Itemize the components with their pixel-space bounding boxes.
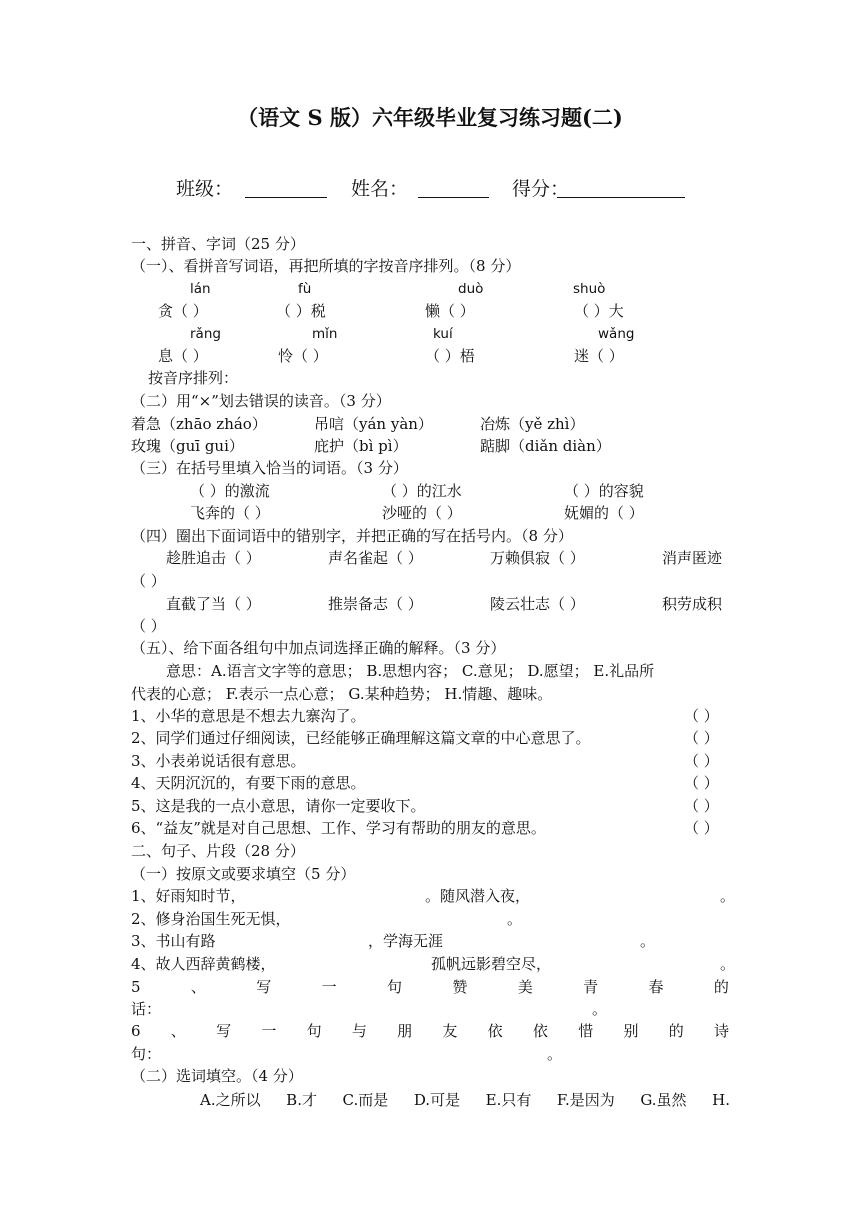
answer-bracket[interactable]: （ ） xyxy=(684,797,719,815)
phrase-blank[interactable]: 飞奔的（ ） xyxy=(190,504,270,522)
q3-heading: （三）在括号里填入恰当的词语。（3 分） xyxy=(131,459,408,477)
typo-item[interactable]: 陵云壮志（ ） xyxy=(490,595,585,613)
score-blank[interactable] xyxy=(557,197,685,198)
option: A.之所以 xyxy=(200,1091,261,1109)
poem-line: 3、书山有路 xyxy=(131,932,216,950)
pronunciation-item[interactable]: 庇护（bì pì） xyxy=(314,437,408,455)
q4-heading: （四）圈出下面词语中的错别字，并把正确的写在括号内。（8 分） xyxy=(131,527,573,545)
pronunciation-item[interactable]: 吊唁（yán yàn） xyxy=(314,415,433,433)
phrase-blank[interactable]: 沙哑的（ ） xyxy=(382,504,462,522)
answer-bracket[interactable]: （ ） xyxy=(684,819,719,837)
justified-prompt-6: 6 、 写 一 句 与 朋 友 依 依 惜 别 的 诗 xyxy=(131,1022,729,1040)
definition-line: 代表的心意； F.表示一点心意； G.某种趋势； H.情趣、趣味。 xyxy=(131,685,553,703)
word-blank[interactable]: 懒（ ） xyxy=(425,302,475,320)
pinyin: fù xyxy=(298,281,312,297)
typo-item-bracket[interactable]: （ ） xyxy=(131,572,166,590)
poem-line: 1、好雨知时节， xyxy=(131,887,246,905)
prompt-continuation: 话： xyxy=(131,1000,162,1018)
option: H. xyxy=(712,1091,730,1109)
pinyin: duò xyxy=(458,281,484,297)
s2-q2-heading: （二）选词填空。（4 分） xyxy=(131,1067,303,1085)
typo-item[interactable]: 直截了当（ ） xyxy=(166,595,261,613)
justified-prompt-5: 5 、 写 一 句 赞 美 青 春 的 xyxy=(131,978,729,996)
poem-line-end: 。 xyxy=(640,932,656,950)
poem-line: 2、修身治国生死无惧， xyxy=(131,910,291,928)
class-blank[interactable] xyxy=(245,197,327,198)
section-2-heading: 二、句子、片段（28 分） xyxy=(131,842,305,860)
prompt-end: 。 xyxy=(592,1000,608,1018)
option: G.虽然 xyxy=(640,1091,687,1109)
page-title: （语文 S 版）六年级毕业复习练习题(二) xyxy=(237,105,623,130)
pinyin: lán xyxy=(190,281,211,297)
sentence-item: 2、同学们通过仔细阅读，已经能够正确理解这篇文章的中心意思了。 xyxy=(131,729,591,747)
option: E.只有 xyxy=(485,1091,532,1109)
option: B.才 xyxy=(286,1091,317,1109)
word-blank[interactable]: （ ）税 xyxy=(276,302,326,320)
poem-line: ，学海无涯 xyxy=(368,932,444,950)
definition-line: 意思：A.语言文字等的意思； B.思想内容； C.意见； D.愿望； E.礼品所 xyxy=(166,662,655,680)
poem-line-end: 。 xyxy=(507,910,523,928)
typo-item[interactable]: 万赖俱寂（ ） xyxy=(490,549,585,567)
poem-line: 。随风潜入夜， xyxy=(425,887,531,905)
pronunciation-item[interactable]: 着急（zhāo zháo） xyxy=(131,415,267,433)
s2-q1-heading: （一）按原文或要求填空（5 分） xyxy=(131,865,356,883)
word-blank[interactable]: （ ）梧 xyxy=(425,347,475,365)
pronunciation-item[interactable]: 冶炼（yě zhì） xyxy=(480,415,585,433)
pinyin: rǎng xyxy=(190,326,221,342)
option: F.是因为 xyxy=(556,1091,615,1109)
class-label: 班级： xyxy=(176,178,234,200)
answer-bracket[interactable]: （ ） xyxy=(684,707,719,725)
poem-line: 孤帆远影碧空尽， xyxy=(431,955,552,973)
pronunciation-item[interactable]: 玫瑰（guī gui） xyxy=(131,437,244,455)
q2-heading: （二）用“×”划去错误的读音。（3 分） xyxy=(131,392,391,410)
phrase-blank[interactable]: （ ）的激流 xyxy=(190,482,270,500)
sentence-item: 3、小表弟说话很有意思。 xyxy=(131,752,306,770)
typo-item[interactable]: 趁胜追击（ ） xyxy=(166,549,261,567)
word-options xyxy=(200,1090,730,1110)
answer-bracket[interactable]: （ ） xyxy=(684,774,719,792)
prompt-continuation: 句： xyxy=(131,1045,162,1063)
option: C.而是 xyxy=(342,1091,389,1109)
q5-heading: （五）、给下面各组句中加点词选择正确的解释。（3 分） xyxy=(131,639,506,657)
order-label: 按音序排列： xyxy=(148,369,239,387)
name-blank[interactable] xyxy=(418,197,489,198)
word-blank[interactable]: （ ）大 xyxy=(574,302,624,320)
phrase-blank[interactable]: 妩媚的（ ） xyxy=(564,504,644,522)
poem-line: 4、故人西辞黄鹤楼， xyxy=(131,955,276,973)
score-label: 得分： xyxy=(512,178,570,200)
typo-item[interactable]: 推崇备志（ ） xyxy=(328,595,423,613)
pinyin: shuò xyxy=(573,281,606,297)
answer-bracket[interactable]: （ ） xyxy=(684,752,719,770)
name-label: 姓名： xyxy=(351,178,409,200)
word-blank[interactable]: 贪（ ） xyxy=(158,302,208,320)
word-blank[interactable]: 迷（ ） xyxy=(574,347,624,365)
section-1-heading: 一、拼音、字词（25 分） xyxy=(131,235,305,253)
typo-item[interactable]: 声名雀起（ ） xyxy=(328,549,423,567)
sentence-item: 5、这是我的一点小意思，请你一定要收下。 xyxy=(131,797,426,815)
sentence-item: 1、小华的意思是不想去九寨沟了。 xyxy=(131,707,366,725)
word-blank[interactable]: 怜（ ） xyxy=(278,347,328,365)
answer-bracket[interactable]: （ ） xyxy=(684,729,719,747)
poem-line-end: 。 xyxy=(720,955,736,973)
sentence-item: 6、“益友”就是对自己思想、工作、学习有帮助的朋友的意思。 xyxy=(131,819,546,837)
q1-heading: （一）、看拼音写词语，再把所填的字按音序排列。（8 分） xyxy=(131,257,521,275)
poem-line-end: 。 xyxy=(720,887,736,905)
pinyin: wǎng xyxy=(598,326,635,342)
pronunciation-item[interactable]: 踮脚（diǎn diàn） xyxy=(480,437,611,455)
pinyin: mǐn xyxy=(312,326,338,342)
sentence-item: 4、天阴沉沉的，有要下雨的意思。 xyxy=(131,774,366,792)
phrase-blank[interactable]: （ ）的江水 xyxy=(382,482,462,500)
phrase-blank[interactable]: （ ）的容貌 xyxy=(564,482,644,500)
option: D.可是 xyxy=(413,1091,461,1109)
prompt-end: 。 xyxy=(547,1045,563,1063)
pinyin: kuí xyxy=(433,326,453,342)
typo-item-bracket[interactable]: （ ） xyxy=(131,617,166,635)
word-blank[interactable]: 息（ ） xyxy=(158,347,208,365)
typo-item[interactable]: 积劳成积 xyxy=(662,595,723,613)
typo-item[interactable]: 消声匿迹 xyxy=(662,549,723,567)
